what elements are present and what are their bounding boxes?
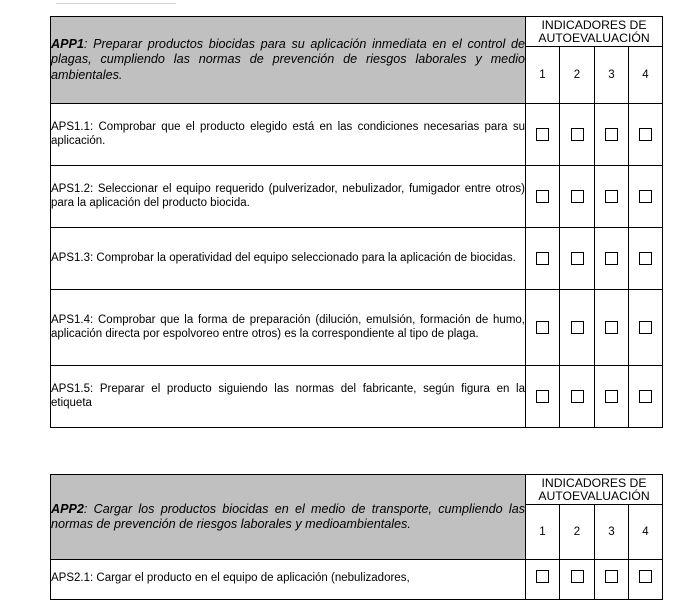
column-2-header: 2 (560, 505, 595, 560)
indicators-header: INDICADORES DE AUTOEVALUACIÓN (526, 475, 663, 505)
achievement-title: : Preparar productos biocidas para su aplicación inmediata en el control de plagas, cumpliendo las normas de prevención de riesgos laborales y medio ambientales. (51, 36, 525, 82)
checkbox-level-4[interactable] (639, 570, 652, 583)
criterion-text: APS1.1: Comprobar que el producto elegido está en las condiciones necesarias para su aplicación. (51, 104, 526, 166)
checkbox-level-1[interactable] (536, 390, 549, 403)
column-4-header: 4 (629, 505, 663, 560)
indicators-header: INDICADORES DE AUTOEVALUACIÓN (526, 17, 663, 47)
previous-page-text-fragment (50, 0, 190, 7)
table-row (51, 560, 663, 600)
achievement-code: APP1 (51, 36, 84, 51)
checkbox-level-3[interactable] (605, 570, 618, 583)
achievement-header (51, 475, 526, 560)
checkbox-level-2[interactable] (571, 390, 584, 403)
checkbox-level-1[interactable] (536, 128, 549, 141)
table-row (51, 228, 663, 290)
checkbox-level-3[interactable] (605, 321, 618, 334)
achievement-code: APP2 (51, 501, 84, 516)
checkbox-level-1[interactable] (536, 321, 549, 334)
checkbox-level-2[interactable] (571, 128, 584, 141)
achievement-title: : Cargar los productos biocidas en el medio de transporte, cumpliendo las normas de prevención de riesgos laborales y medioambientales. (51, 501, 525, 531)
checkbox-level-1[interactable] (536, 252, 549, 265)
criterion-text: APS1.3: Comprobar la operatividad del equipo seleccionado para la aplicación de biocidas. (51, 228, 526, 290)
checkbox-level-2[interactable] (571, 321, 584, 334)
checkbox-level-2[interactable] (571, 252, 584, 265)
column-1-header: 1 (526, 505, 560, 560)
checkbox-level-3[interactable] (605, 390, 618, 403)
self-assessment-table-app2 (50, 474, 663, 600)
checkbox-level-4[interactable] (639, 128, 652, 141)
self-assessment-table-app1 (50, 16, 663, 428)
checkbox-level-3[interactable] (605, 190, 618, 203)
checkbox-level-1[interactable] (536, 570, 549, 583)
table-row (51, 366, 663, 428)
table-row (51, 290, 663, 366)
checkbox-level-2[interactable] (571, 190, 584, 203)
criterion-text: APS1.2: Seleccionar el equipo requerido (pulverizador, nebulizador, fumigador entre otros) para la aplicación del producto biocida. (51, 166, 526, 228)
checkbox-level-2[interactable] (571, 570, 584, 583)
achievement-header (51, 17, 526, 104)
checkbox-level-3[interactable] (605, 128, 618, 141)
table-row (51, 166, 663, 228)
column-4-header: 4 (629, 47, 663, 104)
column-3-header: 3 (595, 47, 629, 104)
criterion-text: APS1.4: Comprobar que la forma de preparación (dilución, emulsión, formación de humo, aplicación directa por espolvoreo entre otros) es la correspondiente al tipo de plaga. (51, 290, 526, 366)
column-3-header: 3 (595, 505, 629, 560)
checkbox-level-4[interactable] (639, 390, 652, 403)
checkbox-level-3[interactable] (605, 252, 618, 265)
checkbox-level-1[interactable] (536, 190, 549, 203)
checkbox-level-4[interactable] (639, 252, 652, 265)
checkbox-level-4[interactable] (639, 321, 652, 334)
criterion-text: APS1.5: Preparar el producto siguiendo las normas del fabricante, según figura en la etiqueta (51, 366, 526, 428)
column-2-header: 2 (560, 47, 595, 104)
checkbox-level-4[interactable] (639, 190, 652, 203)
criterion-text: APS2.1: Cargar el producto en el equipo de aplicación (nebulizadores, (51, 560, 526, 600)
table-row (51, 104, 663, 166)
column-1-header: 1 (526, 47, 560, 104)
